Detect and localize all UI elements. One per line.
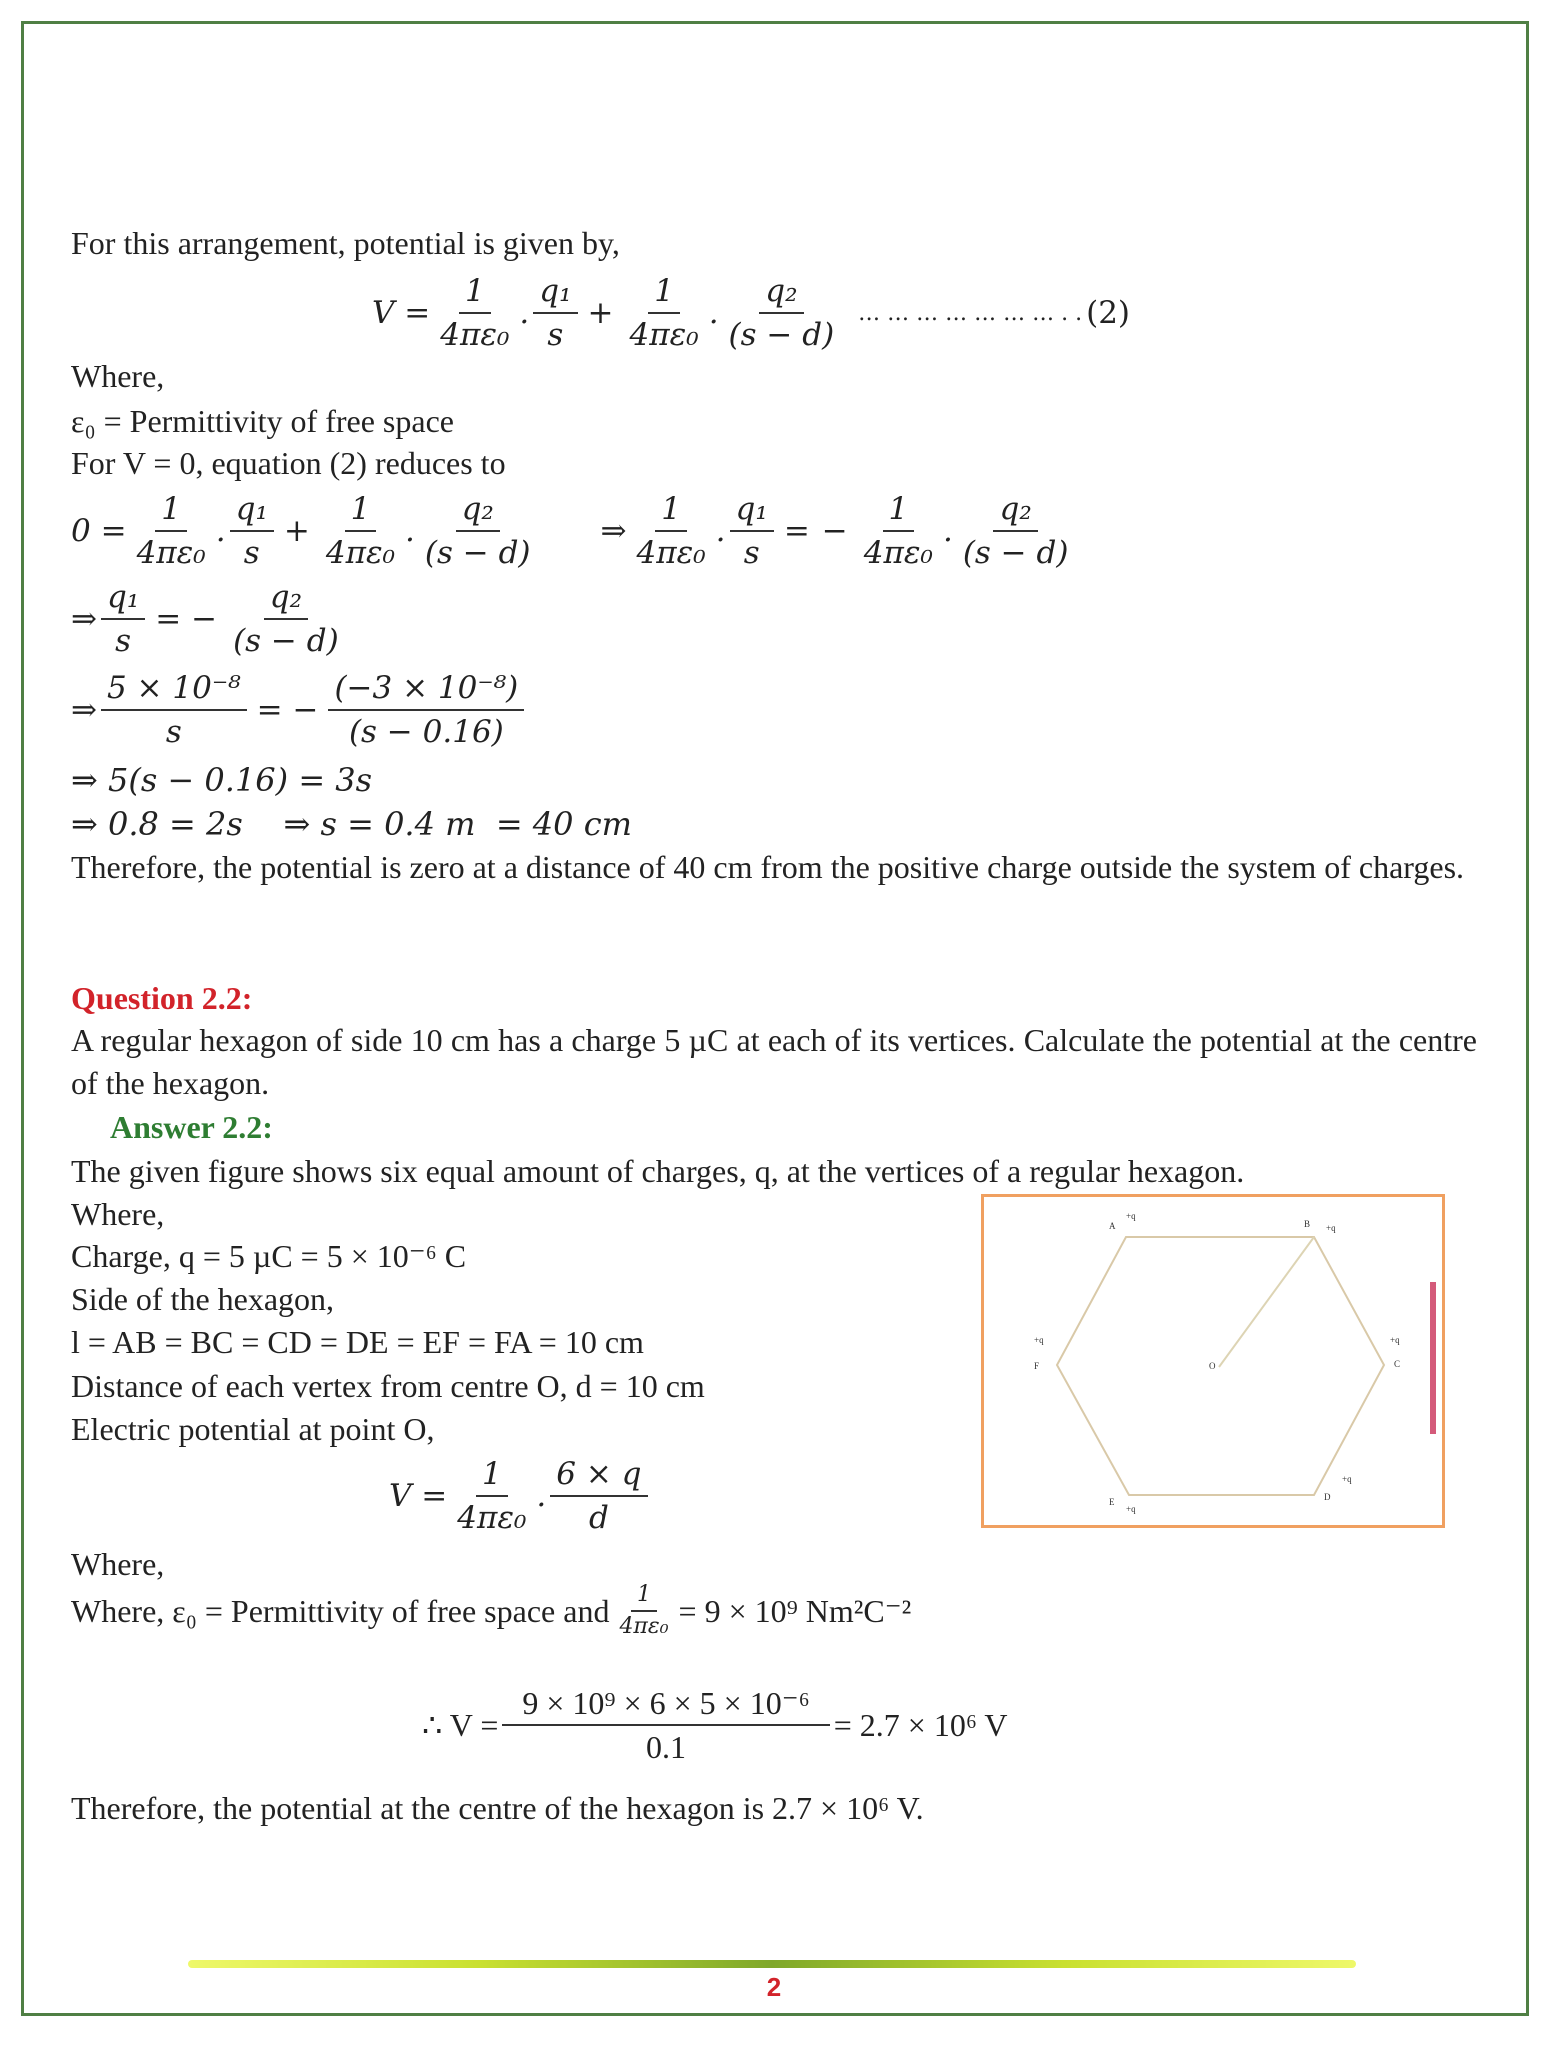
potential-at-text: Electric potential at point O, — [71, 1411, 435, 1447]
denominator: 4πε₀ — [863, 535, 933, 571]
eq-lhs: V = — [372, 295, 431, 331]
step-4: ⇒ 0.8 = 2s ⇒ s = 0.4 m = 40 cm — [71, 805, 632, 843]
where-label: Where, — [71, 1196, 165, 1232]
centre-label: O — [1209, 1361, 1216, 1371]
implies: ⇒ — [600, 513, 627, 549]
potential-equation: V = $\frac{1}{\text{4πε₀}}$ . $\frac{6 \times q}{d}$ — [389, 1455, 652, 1537]
intro-text: For this arrangement, potential is given by, — [71, 225, 620, 261]
numerator: q₂ — [456, 490, 500, 532]
side-text: Side of the hexagon, — [71, 1281, 335, 1317]
charge-label: +q — [1326, 1223, 1336, 1233]
charge-label: +q — [1126, 1211, 1136, 1221]
denominator: s — [165, 714, 182, 750]
numerator: q₂ — [264, 578, 308, 620]
denominator: 4πε₀ — [619, 1614, 669, 1639]
equals-minus: = − — [155, 601, 218, 637]
charge-label: +q — [1390, 1335, 1400, 1345]
eq-lhs: V = — [389, 1478, 448, 1514]
charge-label: +q — [1126, 1504, 1136, 1514]
numerator: 9 × 10⁹ × 6 × 5 × 10⁻⁶ — [502, 1684, 829, 1726]
radius-line — [1219, 1237, 1314, 1367]
vertex-label-a: A — [1109, 1221, 1116, 1231]
vertex-label-b: B — [1304, 1219, 1311, 1229]
denominator: (s − d) — [424, 535, 531, 571]
numerator: 1 — [459, 272, 491, 314]
equation-number: (2) — [1086, 295, 1131, 331]
constant-value: = 9 × 10⁹ Nm²C⁻² — [678, 1593, 912, 1629]
numerator: q₁ — [230, 490, 274, 532]
denominator: (s − d) — [233, 623, 339, 659]
numerator: 1 — [648, 272, 680, 314]
vertex-label-e: E — [1109, 1497, 1115, 1507]
step-2 — [71, 669, 528, 751]
numerator: 1 — [476, 1455, 508, 1497]
numerator: q₂ — [759, 272, 803, 314]
where-label: Where, — [71, 1546, 165, 1582]
minus: − — [821, 513, 848, 549]
equals-minus: = − — [256, 692, 319, 728]
result: = 2.7 × 10⁶ V — [833, 1706, 1008, 1743]
denominator: d — [588, 1500, 609, 1536]
implies: ⇒ — [71, 601, 97, 637]
vertex-label-d: D — [1324, 1492, 1331, 1502]
question-label: Question 2.2: — [71, 980, 253, 1016]
sides-equation: l = AB = BC = CD = DE = EF = FA = 10 cm — [71, 1324, 644, 1360]
denominator: 4πε₀ — [440, 317, 510, 353]
numerator: q₁ — [533, 272, 577, 314]
charge-text: Charge, q = 5 µC = 5 × 10⁻⁶ C — [71, 1238, 467, 1274]
constant-text: Where, ε₀ = Permittivity of free space and — [71, 1592, 610, 1629]
v-zero-text: For V = 0, equation (2) reduces to — [71, 445, 506, 481]
conclusion-2: Therefore, the potential at the centre of the hexagon is 2.7 × 10⁶ V. — [71, 1790, 924, 1826]
denominator: (s − 0.16) — [348, 714, 504, 750]
denominator: (s − d) — [962, 535, 1069, 571]
vertex-label-f: F — [1034, 1361, 1040, 1371]
vertex-label-c: C — [1394, 1359, 1401, 1369]
epsilon-definition: ε₀ = Permittivity of free space — [71, 403, 454, 439]
numerator: q₁ — [730, 490, 774, 532]
numerator: q₂ — [993, 490, 1037, 532]
denominator: s — [743, 535, 760, 571]
numerator: (−3 × 10⁻⁸) — [328, 669, 524, 711]
watermark-strip — [1430, 1282, 1436, 1434]
conclusion-1: Therefore, the potential is zero at a distance of 40 cm from the positive charge outside the system of charges. — [71, 849, 1465, 885]
charge-label: +q — [1342, 1474, 1352, 1484]
page-number: 2 — [766, 1972, 782, 2002]
eq-lhs: ∴ V = — [422, 1707, 499, 1743]
numerator: 1 — [631, 1582, 657, 1612]
numerator: 1 — [345, 490, 377, 532]
numerator: 1 — [883, 490, 915, 532]
denominator: (s − d) — [728, 317, 835, 353]
denominator: s — [115, 623, 132, 659]
constant-definition — [71, 1582, 911, 1640]
numerator: 1 — [155, 490, 187, 532]
step-1 — [71, 578, 349, 660]
hexagon-figure — [981, 1194, 1445, 1528]
denominator: s — [547, 317, 564, 353]
numerator: 1 — [655, 490, 687, 532]
denominator: s — [243, 535, 260, 571]
answer-label: Answer 2.2: — [110, 1109, 273, 1145]
denominator: 0.1 — [646, 1729, 687, 1765]
equation-3: 0 = $\frac{1}{\text{4πε₀}}$ . $\frac{\text{q₁}}{s}$ + $\frac{1}{\text{4πε₀}}$ . $\frac{\text{q₂}}{(s - d)}$ ⇒ $\frac{1}{\text{4πε₀}}$ . $\frac{\text{q₁}}{s}$ = − $\frac{1}{\text{4πε₀}}$ . $\frac{\text{q₂}}{(s - d)}$ — [71, 490, 1078, 572]
equation-2: V = $\frac{1}{\text{4πε₀}}$ . $\frac{\text{q₁}}{s}$ + $\frac{1}{\text{4πε₀}}$ . $\frac{\text{q₂}}{(s - d)}$ … … … … … … … . . (2) — [372, 273, 1131, 353]
where-label: Where, — [71, 358, 165, 394]
denominator: 4πε₀ — [136, 535, 206, 571]
final-equation — [422, 1684, 1008, 1766]
numerator: 5 × 10⁻⁸ — [101, 669, 247, 711]
answer-intro: The given figure shows six equal amount of charges, q, at the vertices of a regular hexagon. — [71, 1153, 1245, 1189]
numerator: q₁ — [101, 578, 145, 620]
denominator: 4πε₀ — [636, 535, 706, 571]
denominator: 4πε₀ — [325, 535, 396, 571]
eq-lhs: 0 = — [71, 513, 127, 549]
equals: = — [783, 513, 810, 549]
dots: … … … … … … … . . — [858, 300, 1083, 326]
hexagon-diagram — [984, 1197, 1442, 1525]
numerator: 6 × q — [550, 1455, 647, 1497]
charge-label: +q — [1034, 1335, 1044, 1345]
plus: + — [283, 513, 310, 549]
question-text: A regular hexagon of side 10 cm has a charge 5 µC at each of its vertices. Calculate the potential at the centre of the hexagon. — [71, 1022, 1477, 1101]
plus: + — [587, 295, 614, 331]
denominator: 4πε₀ — [629, 317, 699, 353]
denominator: 4πε₀ — [457, 1500, 527, 1536]
implies: ⇒ — [71, 692, 97, 728]
distance-text: Distance of each vertex from centre O, d = 10 cm — [71, 1368, 705, 1404]
step-3: ⇒ 5(s − 0.16) = 3s — [71, 761, 373, 799]
footer-divider — [188, 1960, 1356, 1968]
